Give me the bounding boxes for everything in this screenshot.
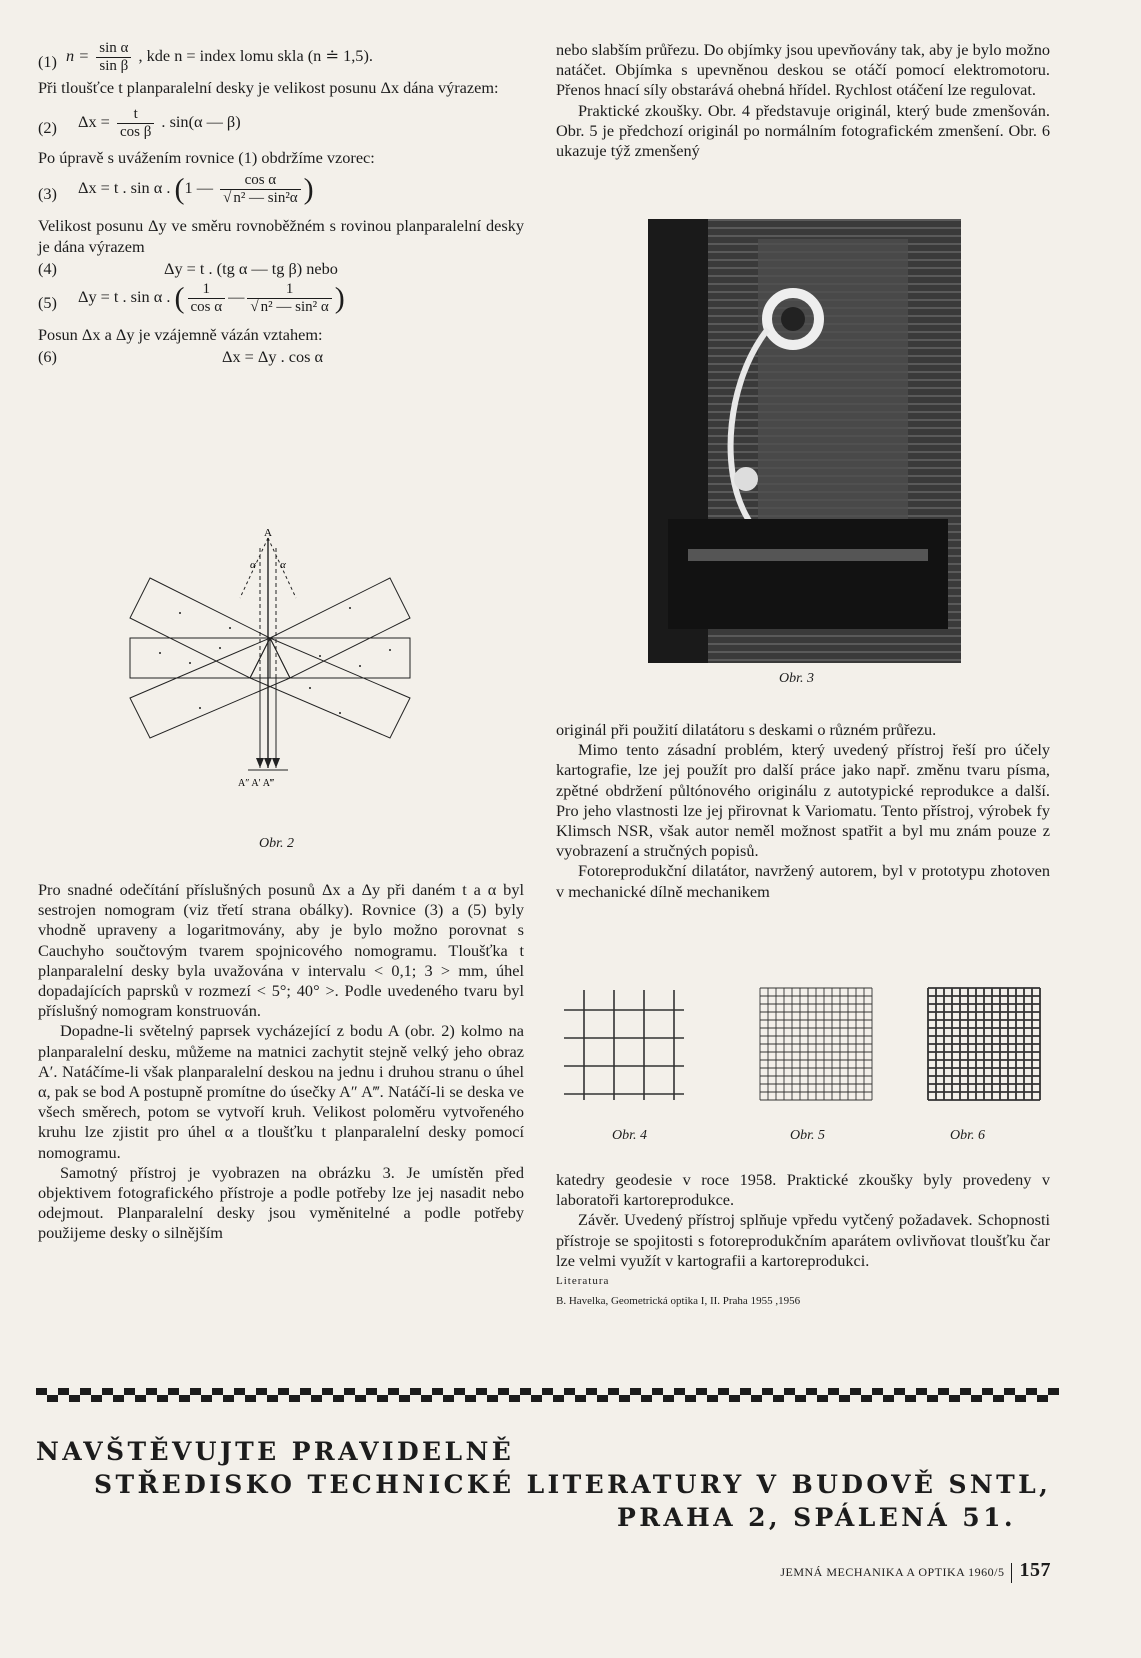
equation-lhs: Δy = t . sin α . (78, 287, 171, 307)
equation-6 (38, 345, 524, 369)
fraction-numerator: 1 (188, 281, 226, 299)
equation-number: (3) (38, 184, 57, 204)
paragraph: Závěr. Uvedený přístroj splňuje vpředu vytčený požadavek. Schopnosti přístroje se spojitosti s fotoreprodukčním aparátem ovlivňovat tloušťku čar lze velmi využít v kartografii a kartoreprodukci. (556, 1210, 1050, 1270)
fraction-denominator: n² — sin² α (260, 298, 329, 315)
paragraph: originál při použití dilatátoru s deskami o různém průřezu. (556, 720, 937, 739)
equation-text: Δy = t . (tg α — tg β) nebo (164, 258, 338, 278)
figure-6-caption: Obr. 6 (950, 1128, 986, 1143)
fraction-denominator: sin β (99, 58, 129, 74)
equation-3: (3) Δx = t . sin α . (1 — $\frac{\text{cos α}}{\text{√ n² — sin²α}}$ ) (38, 172, 314, 207)
fraction-numerator: t (117, 106, 154, 124)
equation-text: 1 — (184, 178, 213, 198)
fraction-denominator: cos β (119, 124, 152, 141)
plate-tilted (130, 578, 270, 678)
arrow-head (264, 758, 272, 768)
right-column (556, 40, 1050, 161)
equation-number: (4) (38, 258, 57, 278)
equation-text: . sin(α — β) (161, 112, 241, 132)
equation-number: (5) (38, 292, 57, 312)
fraction-numerator: 1 (247, 281, 331, 299)
equation-number: (6) (38, 347, 57, 367)
equation-1 (38, 40, 524, 74)
paragraph: Samotný přístroj je vyobrazen na obrázku 3. Je umístěn před objektivem fotografického přístroje a podle potřeby lze jej nasadit nebo odejmout. Planparalelní desky jsou vyměnitelné a podle potřeby použijeme desky o silnějším (38, 1162, 524, 1243)
figure-2-diagram (120, 527, 440, 828)
figure-6-grid (928, 988, 1040, 1100)
paragraph: katedry geodesie v roce 1958. Praktické zkoušky byly provedeny v laboratoři kartoreprodukce. (556, 1170, 1050, 1210)
equation-5: (5) Δy = t . sin α . ( $\frac{1}{\text{cos α}}$ — $\frac{1}{\text{√ n² — sin² α}}$ ) (38, 280, 345, 315)
plate-tilted (250, 638, 410, 738)
paragraph: Fotoreprodukční dilatátor, navržený autorem, byl v prototypu zhotoven v mechanické dílně mechanikem (556, 861, 1050, 901)
literature-heading: Literatura (556, 1275, 610, 1288)
paragraph: Velikost posunu Δy ve směru rovnoběžném s rovinou planparalelní desky je dána výrazem (38, 216, 524, 256)
figure-3-caption: Obr. 3 (779, 671, 815, 686)
equation-lhs: Δx = (78, 112, 110, 132)
label-a-top: A (264, 527, 272, 539)
page-footer (780, 1559, 1051, 1583)
plate-horizontal (130, 638, 270, 678)
label-alpha: α (250, 559, 256, 571)
banner-line-3: PRAHA 2, SPÁLENÁ 51. (617, 1503, 1017, 1532)
figure-3-photo (648, 219, 961, 663)
banner-line-2: STŘEDISKO TECHNICKÉ LITERATURY V BUDOVĚ SNTL, (94, 1470, 1052, 1499)
figure-2-caption: Obr. 2 (259, 836, 295, 851)
paragraph: Dopadne-li světelný paprsek vycházející z bodu A (obr. 2) kolmo na planparalelní desku, můžeme na matnici zachytit stejně velký jeho obraz A′. Natáčíme-li však planparalelní deskou na jednu i druhou stranu o úhel α, pak se bod A postupně promítne do úsečky A″ A‴. Natáčí-li se deska ve všech směrech, potom se vytvoří kruh. Velikost poloměru vytvořeného kruhu lze zjistit pro úhel α a tloušťku t planparalelní desky pomocí nomogramu. (38, 1021, 524, 1162)
equation-text: , kde n = index lomu skla (n ≐ 1,5). (138, 46, 373, 66)
figure-5-caption: Obr. 5 (790, 1128, 826, 1143)
paragraph: Posun Δx a Δy je vzájemně vázán vztahem: (38, 324, 323, 344)
equation-lhs: Δx = t . sin α . (78, 178, 171, 198)
paragraph: Mimo tento zásadní problém, který uvedený přístroj řeší pro účely kartografie, lze jej použít pro další práce jako např. změnu tvaru písma, zpětné obdržení půltónového originálu z autotypické reprodukce a další. Pro jeho vlastnosti lze jej přirovnat k Variomatu. Tento přístroj, výrobek fy Klimsch NSR, však autor neměl možnost spatřit a byl mu znám pouze z vyobrazení a stručných popisů. (556, 740, 1050, 861)
label-a-bottom: A″ A′ A‴ (238, 778, 275, 789)
plate-tilted (130, 638, 290, 738)
equation-2 (38, 104, 524, 148)
fraction-numerator: sin α (96, 40, 131, 58)
right-column-middle (556, 720, 1050, 902)
fraction-numerator: cos α (220, 172, 301, 190)
paragraph: Při tloušťce t planparalelní desky je velikost posunu Δx dána výrazem: (38, 78, 499, 97)
arrow-head (272, 758, 280, 768)
checkered-divider (36, 1388, 1051, 1402)
paragraph: nebo slabším průřezu. Do objímky jsou upevňovány tak, aby je bylo možno natáčet. Objímka s upevněnou deskou se otáčí pomocí elektromotoru. Přenos hnací síly obstarává ohebná hřídel. Rychlost otáčení lze regulovat. (556, 40, 1050, 100)
paragraph: Praktické zkoušky. Obr. 4 představuje originál, který bude zmenšován. Obr. 5 je předchozí originál po normálním fotografickém zmenšení. Obr. 6 ukazuje týž zmenšený (556, 100, 1050, 161)
right-column-lower (556, 1170, 1050, 1311)
label-alpha: α (280, 559, 286, 571)
plate-tilted (270, 578, 410, 678)
figure-4-caption: Obr. 4 (612, 1128, 648, 1143)
equation-number: (2) (38, 118, 57, 138)
fraction-denominator: cos α (190, 298, 223, 315)
page-number: 157 (1019, 1559, 1051, 1581)
paragraph: Pro snadné odečítání příslušných posunů Δx a Δy při daném t a α byl sestrojen nomogram (viz třetí strana obálky). Rovnice (3) a (5) byly vhodně upraveny a logaritmovány, aby je bylo možno porovnat s Cauchyho součtovým tvarem spojnicového nomogramu. Tloušťka t planparalelní desky byla uvažována v intervalu < 0,1; 3 > mm, úhel dopadajících paprsků v rozmezí < 5°; 40° >. Podle uvedeného tvaru byl příslušný nomogram konstruován. (38, 880, 524, 1021)
literature-item: B. Havelka, Geometrická optika I, II. Praha 1955 ,1956 (556, 1295, 801, 1308)
journal-name: JEMNÁ MECHANIKA A OPTIKA 1960/5 (780, 1565, 1005, 1579)
left-column (38, 40, 524, 369)
banner-line-1: NAVŠTĚVUJTE PRAVIDELNĚ (36, 1437, 515, 1466)
paragraph: Po úpravě s uvážením rovnice (1) obdržíme vzorec: (38, 148, 375, 168)
fraction-denominator: n² — sin²α (233, 190, 298, 207)
figure-4-grid (564, 990, 684, 1100)
equation-4 (38, 257, 524, 281)
equation-lhs: n = (66, 46, 90, 66)
equation-text: Δx = Δy . cos α (222, 347, 324, 367)
arrow-head (256, 758, 264, 768)
left-column-lower (38, 880, 524, 1244)
equation-number: (1) (38, 52, 57, 71)
equation-text: — (228, 287, 245, 307)
figure-5-grid (760, 988, 872, 1100)
plate-horizontal (270, 638, 410, 678)
